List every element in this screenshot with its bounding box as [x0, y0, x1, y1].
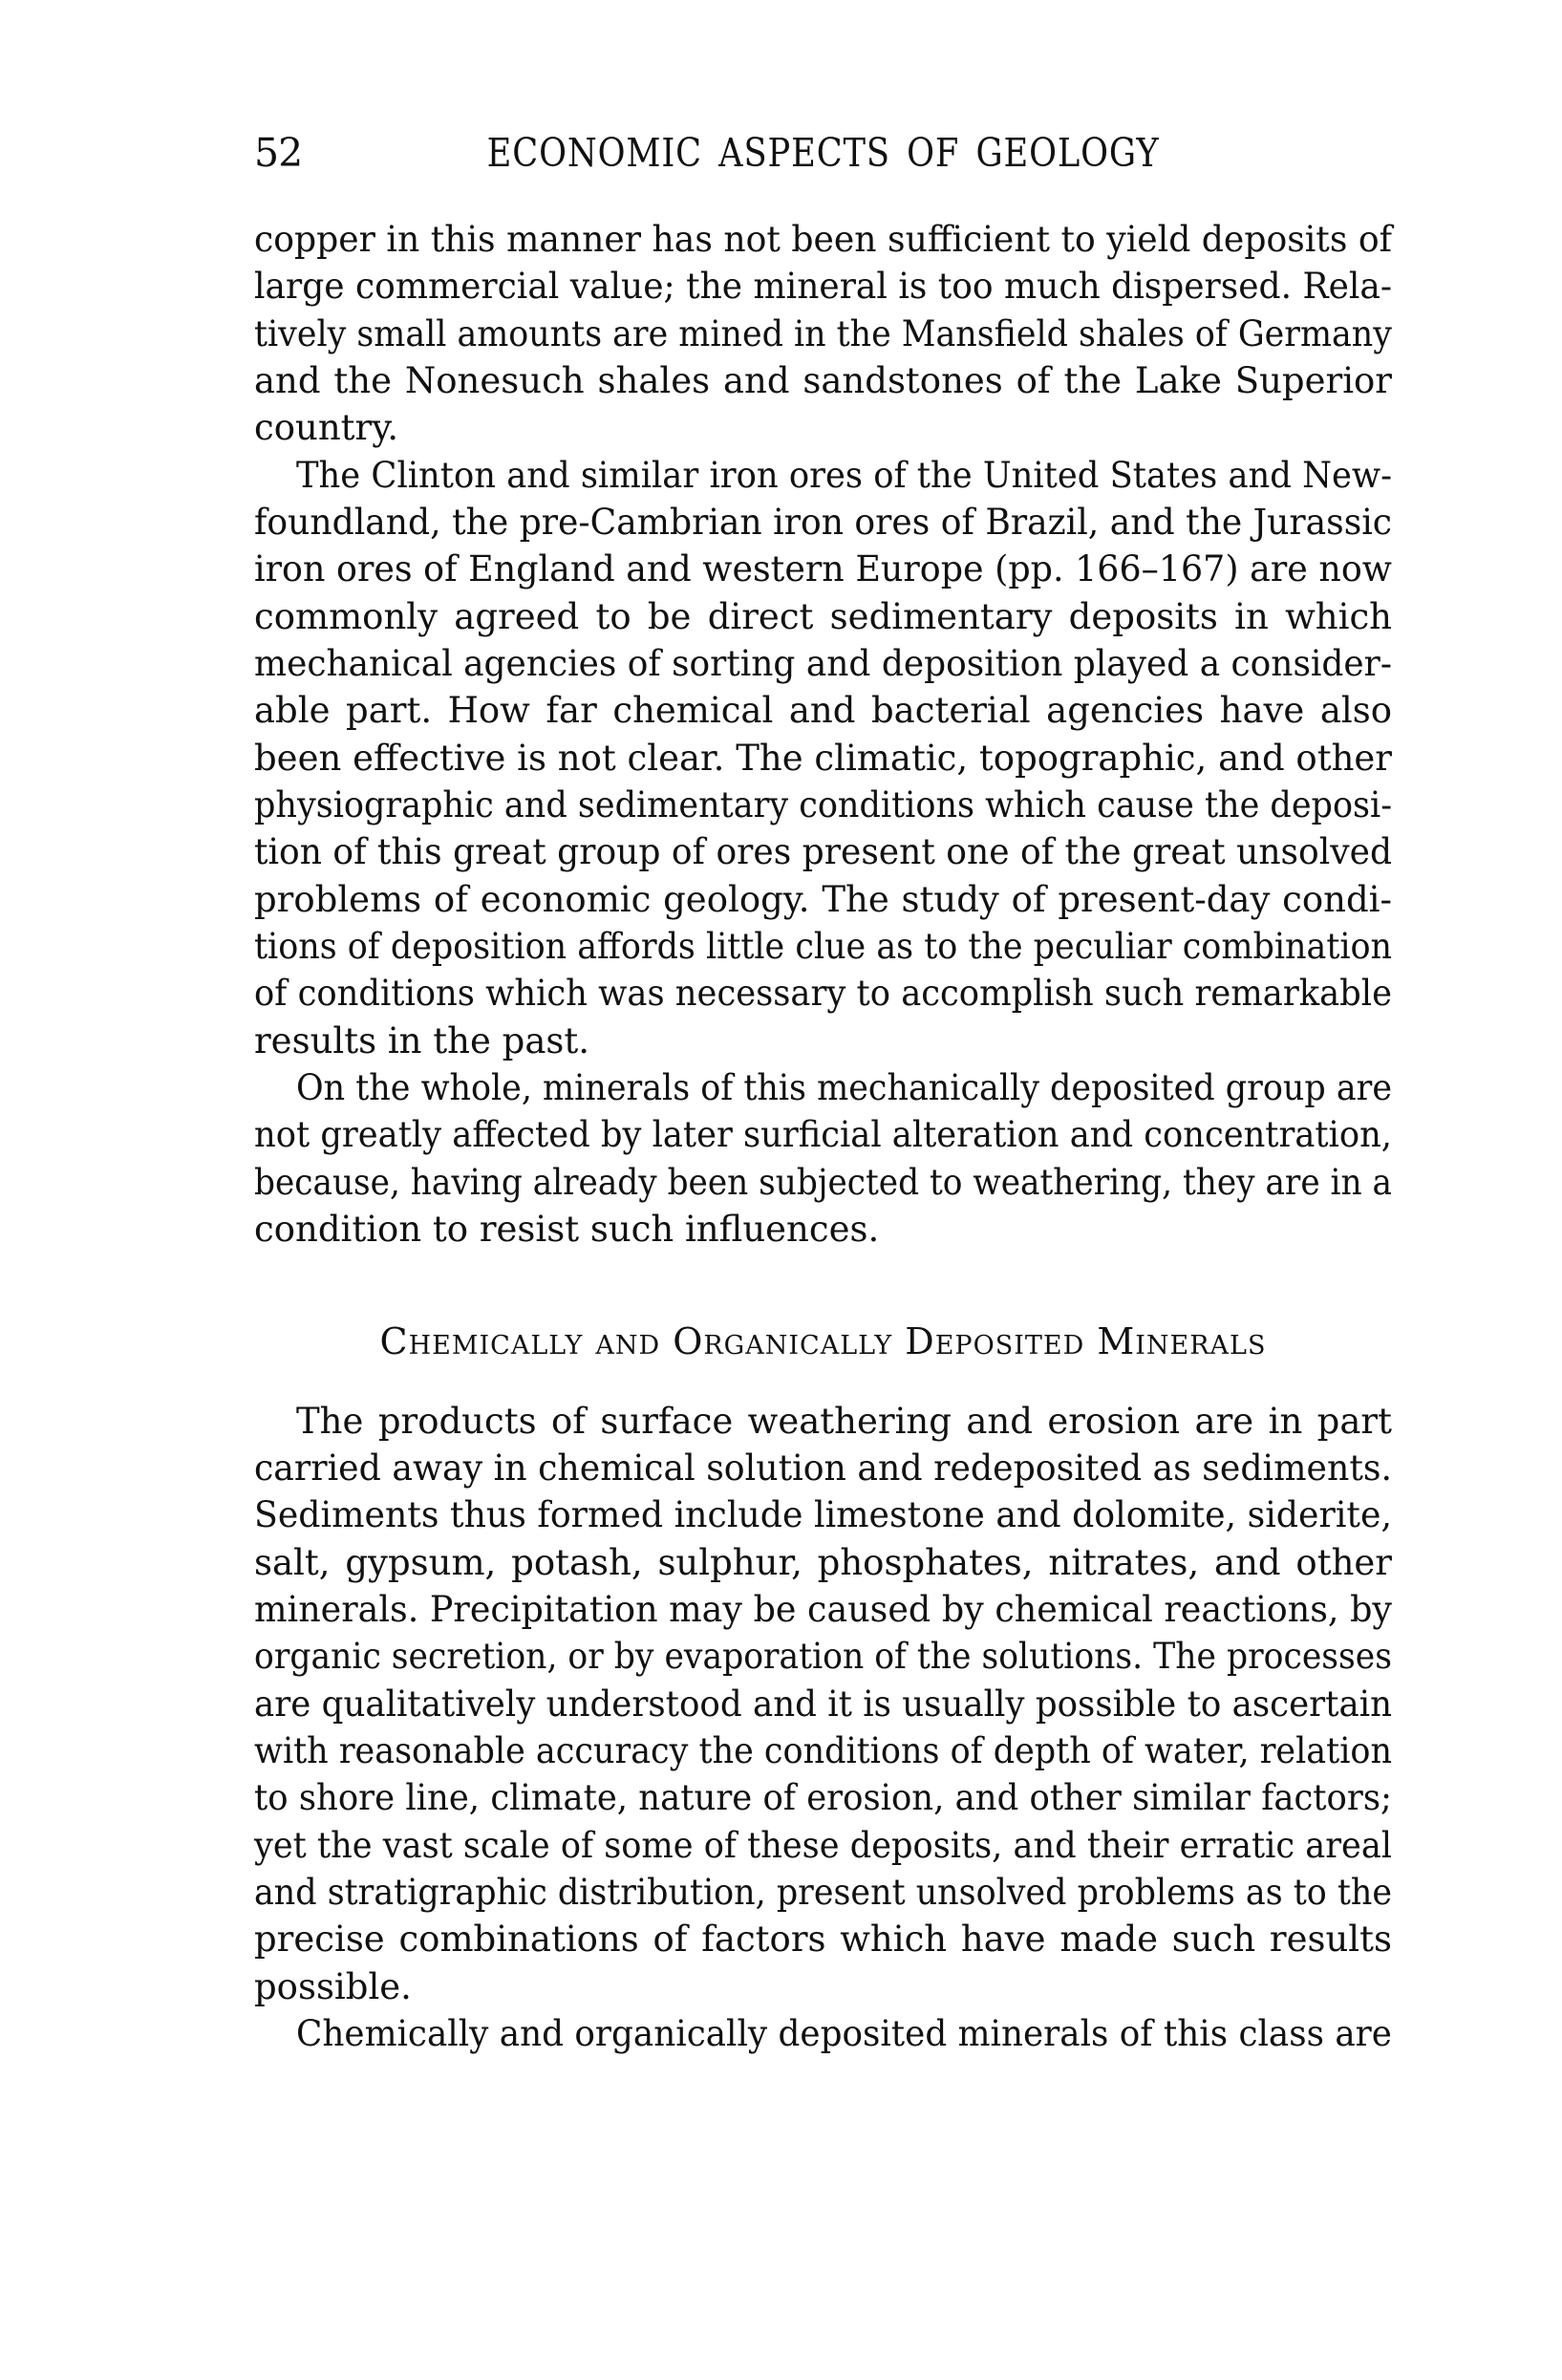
running-title: ECONOMIC ASPECTS OF GEOLOGY [486, 130, 1160, 176]
text-line-content: tions of deposition affords little clue as to the peculiar combination [254, 926, 1393, 967]
text-line: salt, gypsum, potash, sulphur, phosphates, nitrates, and other [254, 1542, 1392, 1583]
text-line-content: copper in this manner has not been sufficient to yield deposits of [254, 219, 1392, 260]
text-line-content: to shore line, climate, nature of erosion, and other similar factors; [254, 1777, 1392, 1818]
text-line [254, 1586, 1392, 1634]
text-line [254, 1681, 1392, 1728]
text-line-content: tion of this great group of ores present one of the great unsolved [254, 831, 1393, 872]
text-line: The products of surface weathering and erosion are in part [296, 1401, 1392, 1442]
text-line [254, 640, 1392, 688]
text-line [254, 923, 1392, 971]
text-line-content: minerals. Precipitation may be caused by chemical reactions, by [254, 1589, 1392, 1630]
text-line: possible. [254, 1966, 412, 2007]
text-line [254, 311, 1392, 358]
text-line-content: mechanical agencies of sorting and deposition played a consider- [254, 643, 1392, 684]
text-line [254, 828, 1392, 876]
text-line-content: with reasonable accuracy the conditions of depth of water, relation [254, 1730, 1392, 1771]
text-line-content: physiographic and sedimentary conditions which cause the deposi- [254, 784, 1393, 825]
page-number: 52 [254, 130, 303, 176]
text-line: precise combinations of factors which have made such results [254, 1919, 1392, 1960]
text-line-content: tively small amounts are mined in the Mansfield shales of Germany [254, 313, 1392, 354]
text-line-content: The Clinton and similar iron ores of the United States and New- [296, 455, 1393, 496]
text-line: country. [254, 407, 398, 448]
text-line-content: On the whole, minerals of this mechanically deposited group are [296, 1067, 1393, 1108]
text-line [254, 263, 1392, 311]
text-line-content: and stratigraphic distribution, present unsolved problems as to the [254, 1872, 1393, 1913]
text-line-content: Chemically and organically deposited minerals of this class are [296, 2013, 1392, 2054]
text-line: commonly agreed to be direct sedimentary deposits in which [254, 596, 1392, 637]
text-line [296, 2010, 1392, 2058]
text-line: problems of economic geology. The study of present-day condi- [254, 879, 1392, 920]
text-line: results in the past. [254, 1020, 589, 1061]
text-line [296, 452, 1392, 500]
text-line: condition to resist such influences. [254, 1209, 880, 1250]
text-line [254, 1159, 1392, 1207]
text-line: and the Nonesuch shales and sandstones of the Lake Superior [254, 360, 1392, 401]
text-line [254, 1727, 1392, 1775]
text-line [254, 970, 1392, 1018]
text-line-content: yet the vast scale of some of these deposits, and their erratic areal [254, 1825, 1393, 1866]
text-line [254, 1774, 1392, 1822]
text-line-content: organic secretion, or by evaporation of the solutions. The processes [254, 1636, 1393, 1677]
text-line-content: are qualitatively understood and it is usually possible to ascertain [254, 1683, 1393, 1725]
text-line [296, 1064, 1392, 1112]
running-header [254, 126, 1392, 180]
text-line-content: Sediments thus formed include limestone and dolomite, siderite, [254, 1494, 1392, 1535]
text-line [254, 216, 1392, 264]
text-line [254, 499, 1392, 547]
text-line-content: foundland, the pre-Cambrian iron ores of Brazil, and the Jurassic [254, 502, 1393, 543]
text-line [254, 1445, 1392, 1492]
text-line [254, 1869, 1392, 1917]
text-line [254, 546, 1392, 593]
text-line: able part. How far chemical and bacterial agencies have also [254, 690, 1392, 731]
text-line [254, 782, 1392, 829]
section-heading: Chemically and Organically Deposited Minerals [379, 1320, 1267, 1362]
text-line-content: not greatly affected by later surficial alteration and concentration, [254, 1114, 1393, 1155]
text-line-content: carried away in chemical solution and redeposited as sediments. [254, 1447, 1393, 1489]
text-line-content: of conditions which was necessary to accomplish such remarkable [254, 973, 1392, 1014]
text-line-content: large commercial value; the mineral is too much dispersed. Rela- [254, 266, 1393, 307]
text-line: been effective is not clear. The climatic, topographic, and other [254, 738, 1392, 779]
text-line [254, 1111, 1392, 1159]
text-line-content: because, having already been subjected to weathering, they are in a [254, 1162, 1392, 1203]
text-line-content: iron ores of England and western Europe (pp. 166–167) are now [254, 548, 1392, 590]
text-line [254, 1491, 1392, 1539]
text-line [254, 1633, 1392, 1681]
text-line [254, 1822, 1392, 1870]
